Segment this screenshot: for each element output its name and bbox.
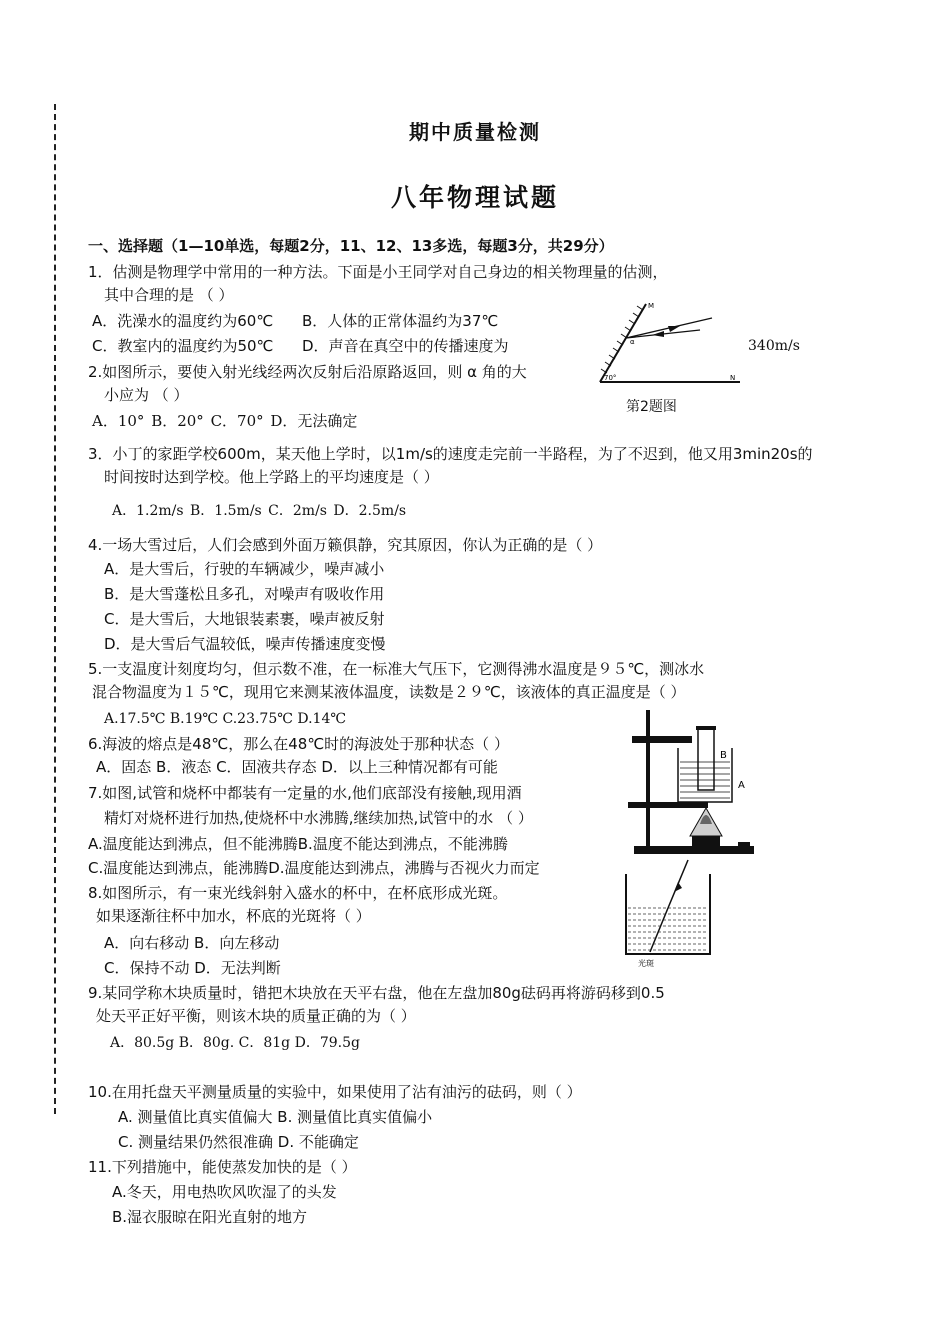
q4-option-c: C．是大雪后，大地银装素裹，噪声被反射 [104,610,385,628]
q4-stem: 4.一场大雪过后，人们会感到外面万籁俱静，究其原因，你认为正确的是（ ） [88,536,603,554]
q10-stem: 10.在用托盘天平测量质量的实验中，如果使用了沾有油污的砝码，则（ ） [88,1083,582,1101]
q10-options-ab: A. 测量值比真实值偏大 B. 测量值比真实值偏小 [118,1108,433,1126]
q2-fig-label-alpha: α [630,338,635,346]
q1-option-a: A．洗澡水的温度约为60℃ [92,312,274,330]
q7-options-ab: A.温度能达到沸点，但不能沸腾B.温度不能达到沸点，不能沸腾 [88,835,508,853]
q1-option-b: B．人体的正常体温约为37℃ [302,312,499,330]
q4-option-a: A．是大雪后，行驶的车辆减少，噪声减小 [104,560,385,578]
q1-stem-line1: 1．估测是物理学中常用的一种方法。下面是小王同学对自己身边的相关物理量的估测， [88,263,668,281]
paper-title: 八年物理试题 [390,183,559,212]
q2-stem-line2: 小应为 （ ） [104,386,189,404]
q2-fig-label-n: N [730,374,736,382]
q2-fig-label-m: M [648,302,655,310]
exam-title: 期中质量检测 [409,120,541,144]
q7-fig-label-b: B [720,750,727,761]
q8-stem-line1: 8.如图所示，有一束光线斜射入盛水的杯中，在杯底形成光斑。 [88,884,508,902]
q3-options: A．1.2m/s B．1.5m/s C．2m/s D．2.5m/s [112,503,407,519]
q6-options: A．固态 B．液态 C．固液共存态 D．以上三种情况都有可能 [96,758,498,776]
q4-option-b: B．是大雪蓬松且多孔，对噪声有吸收作用 [104,585,385,603]
q1-option-c: C．教室内的温度约为50℃ [92,337,274,355]
q3-stem-line2: 时间按时达到学校。他上学路上的平均速度是（ ） [104,468,439,486]
q5-options: A.17.5℃ B.19℃ C.23.75℃ D.14℃ [104,711,347,727]
q8-stem-line2: 如果逐渐往杯中加水，杯底的光斑将（ ） [96,907,371,925]
q8-options-cd: C．保持不动 D．无法判断 [104,959,281,977]
q7-stem-line1: 7.如图,试管和烧杯中都装有一定量的水,他们底部没有接触,现用酒 [88,784,522,802]
q1-option-d: D．声音在真空中的传播速度为 [302,337,509,355]
q1-stem-line2: 其中合理的是 （ ） [104,286,234,304]
q1-option-d-value: 340m/s [748,338,800,354]
q9-stem-line2: 处天平正好平衡，则该木块的质量正确的为（ ） [96,1007,416,1025]
q7-options-cd: C.温度能达到沸点，能沸腾D.温度能达到沸点，沸腾与否视火力而定 [88,859,540,877]
q5-stem-line2: 混合物温度为１５℃，现用它来测某液体温度，读数是２９℃，该液体的真正温度是（ ） [92,683,686,701]
q2-options: A．10° B．20° C．70° D．无法确定 [92,412,358,430]
q2-fig-label-angle: 70° [604,374,617,382]
q7-stem-line2: 精灯对烧杯进行加热,使烧杯中水沸腾,继续加热,试管中的水 （ ） [104,809,533,827]
q5-stem-line1: 5.一支温度计刻度均匀，但示数不准，在一标准大气压下，它测得沸水温度是９５℃，测冰水 [88,660,705,678]
binding-dashed-line [54,104,56,1114]
section-heading: 一、选择题（1—10单选，每题2分，11、12、13多选，每题3分，共29分） [88,237,614,255]
q7-fig-label-a: A [738,780,745,791]
q10-options-cd: C. 测量结果仍然很准确 D. 不能确定 [118,1133,359,1151]
q7-apparatus-figure [626,706,758,864]
q9-options: A．80.5g B．80g. C．81g D．79.5g [110,1035,360,1051]
q2-figure-caption: 第2题图 [626,399,677,415]
q8-options-ab: A．向右移动 B．向左移动 [104,934,280,952]
q3-stem-line1: 3．小丁的家距学校600m，某天他上学时，以1m/s的速度走完前一半路程，为了不迟到，他又用3min20s的 [88,445,813,463]
q8-fig-label: 光斑 [638,959,654,968]
q4-option-d: D．是大雪后气温较低，噪声传播速度变慢 [104,635,386,653]
q2-stem-line1: 2.如图所示，要使入射光线经两次反射后沿原路返回，则 α 角的大 [88,363,527,381]
q2-mirror-figure [590,296,760,388]
q8-cup-figure [620,858,720,970]
q9-stem-line1: 9.某同学称木块质量时，错把木块放在天平右盘，他在左盘加80g砝码再将游码移到0.5 [88,984,665,1002]
q6-stem: 6.海波的熔点是48℃，那么在48℃时的海波处于那种状态（ ） [88,735,509,753]
q11-option-a: A.冬天，用电热吹风吹湿了的头发 [112,1183,337,1201]
q11-option-b: B.湿衣服晾在阳光直射的地方 [112,1208,308,1226]
q11-stem: 11.下列措施中，能使蒸发加快的是（ ） [88,1158,357,1176]
